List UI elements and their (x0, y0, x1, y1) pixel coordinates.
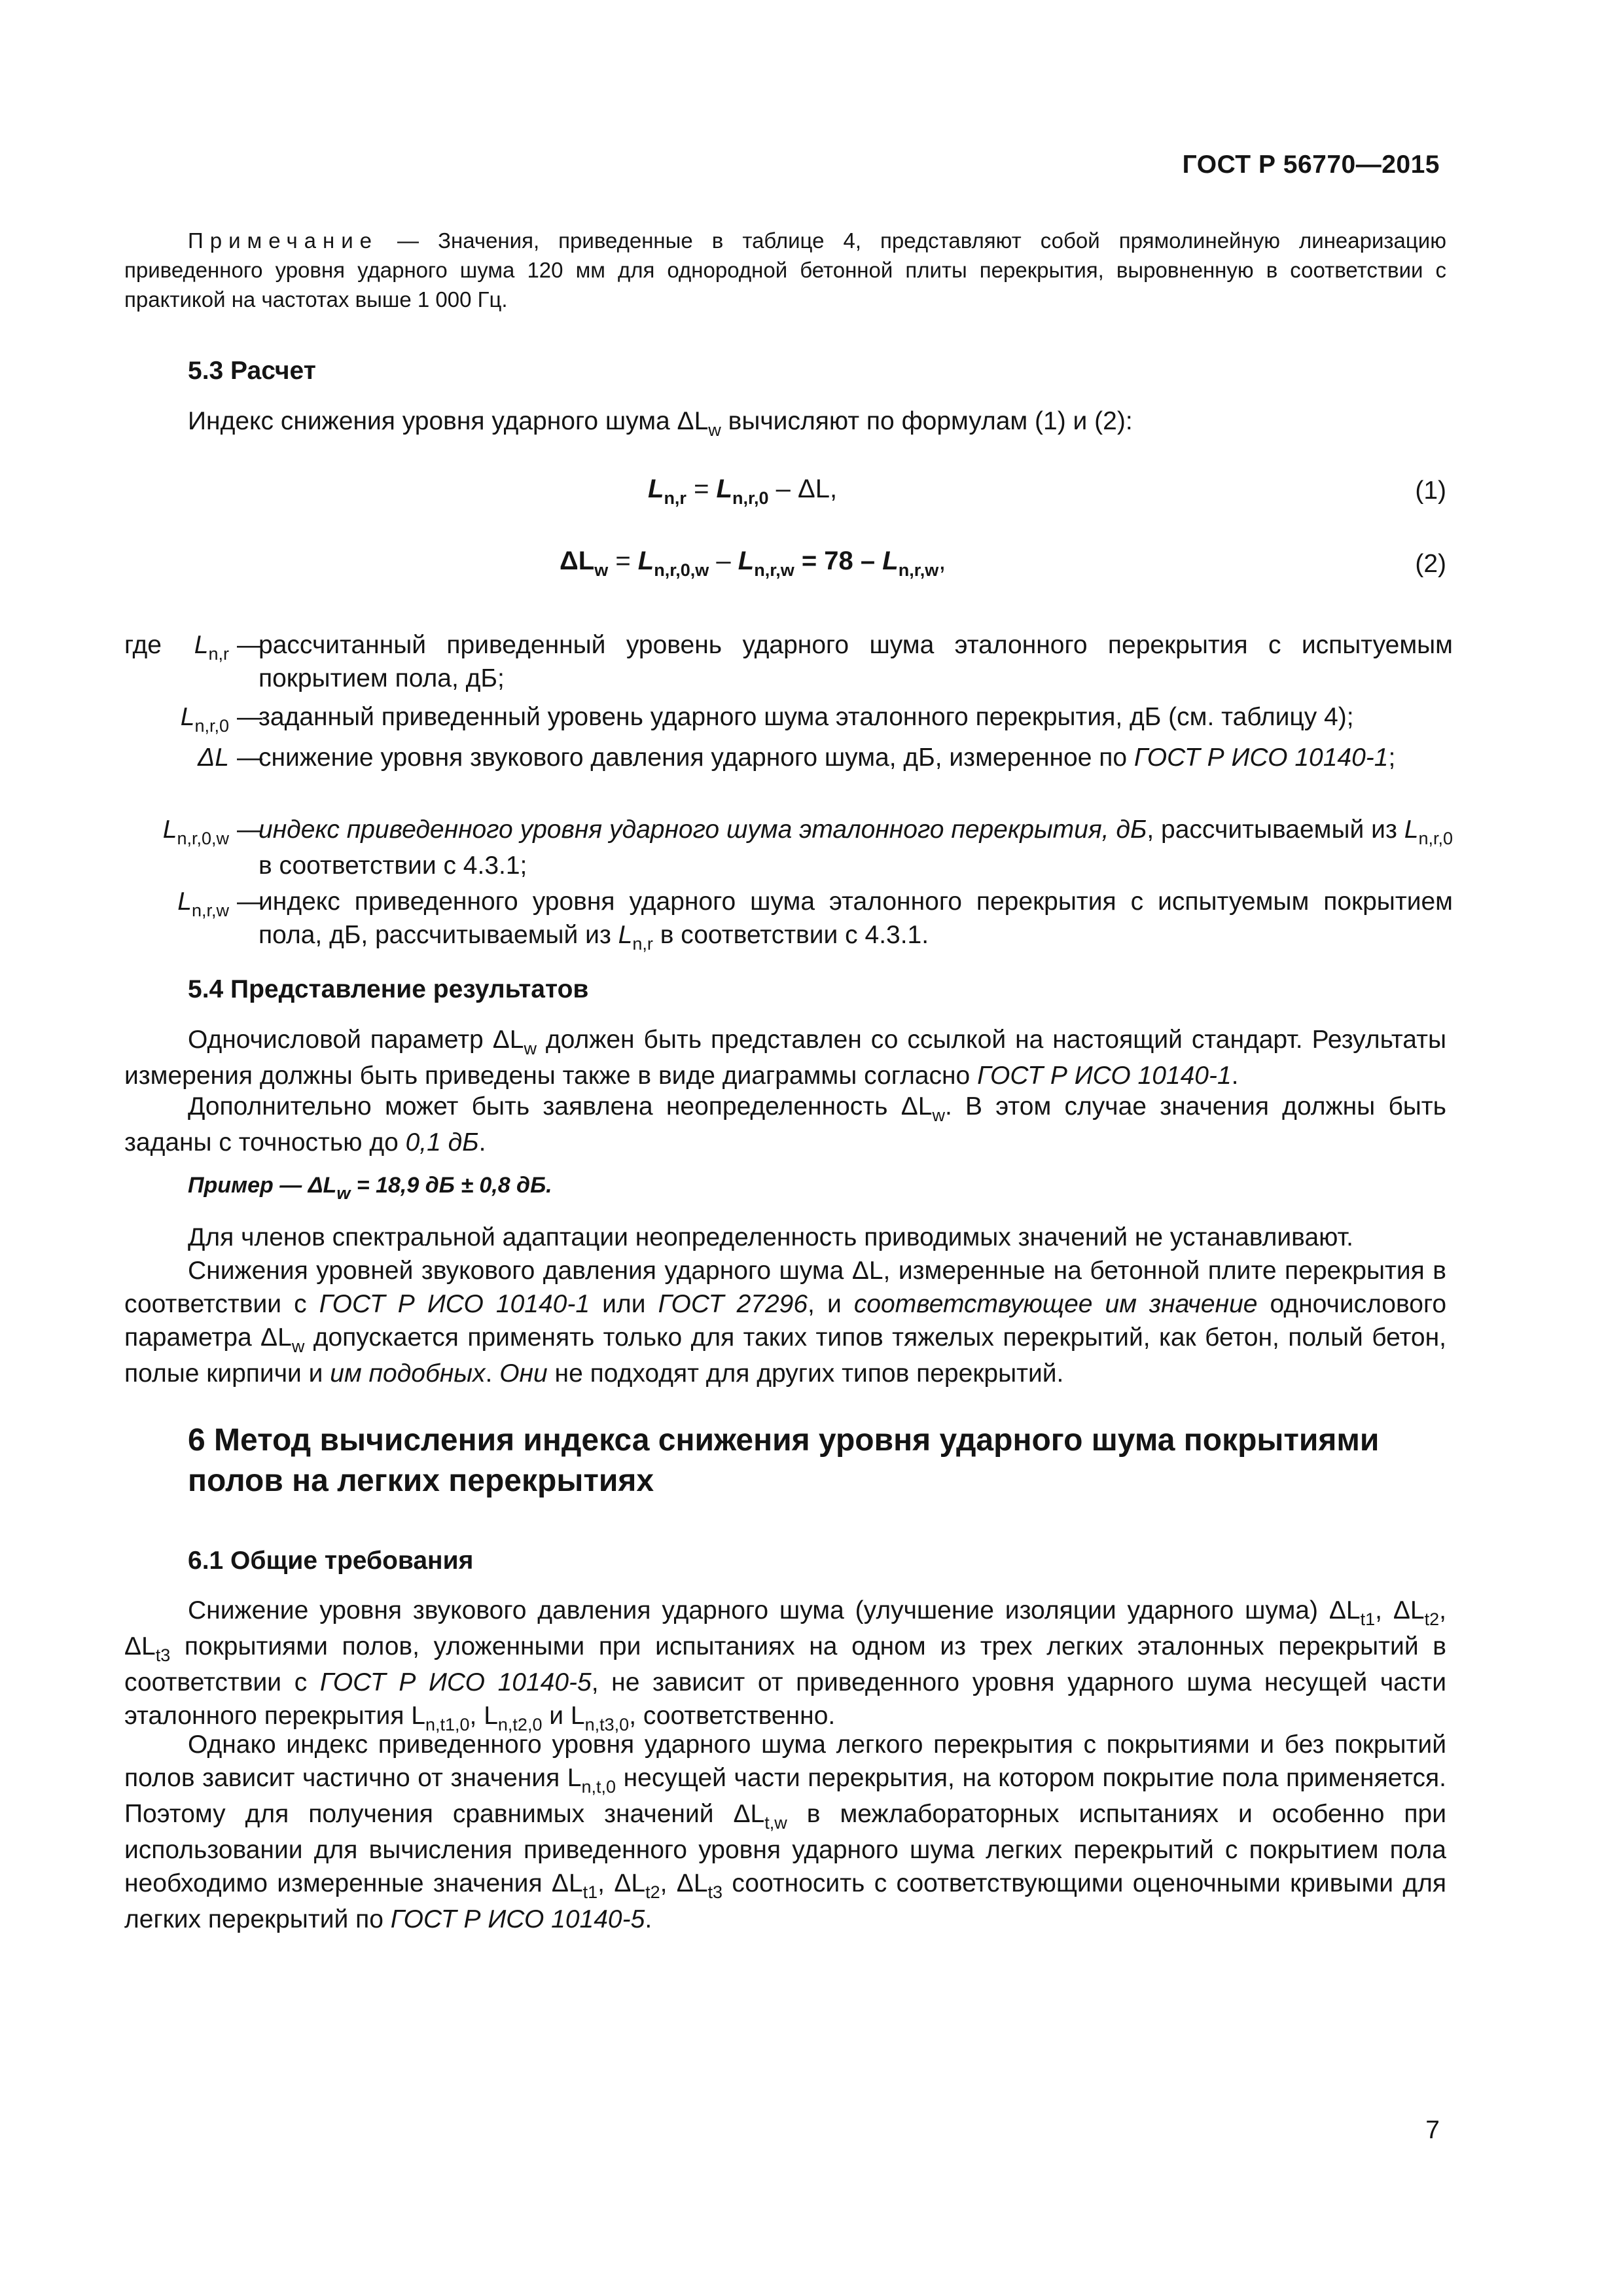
document-code: ГОСТ Р 56770—2015 (1182, 151, 1440, 179)
note-text: Значения, приведенные в таблице 4, представляют собой прямолинейную линеаризацию приведенного уровня ударного шума 120 мм для однородной бетонной плиты перекрытия, выровненную в соответствии с практикой на частотах выше 1 000 Гц. (124, 228, 1446, 312)
formula-2-number: (2) (1415, 550, 1446, 578)
section-5-4-paragraph-4: Снижения уровней звукового давления ударного шума ΔL, измеренные на бетонной плите перекрытия в соответствии с ГОСТ Р ИСО 10140-1 или ГОСТ 27296, и соответствующее им значение одночислового параметра $\Delta L_w$ допускается применять только для таких типов тяжелых перекрытий, как бетон, полый бетон, полые кирпичи и им подобных. Они не подходят для других типов перекрытий. (124, 1257, 1447, 1388)
note-dash: — (378, 228, 438, 253)
example-line: Пример — $\Delta L_w = 18,9$ дБ ± 0,8 дБ. (188, 1173, 552, 1203)
formula-2: $\Delta L_w = L_{n,r,0,w} - L_{n,r,w} = 78 - L_{n,r,w}$, (560, 547, 946, 580)
page-number: 7 (1425, 2116, 1440, 2144)
section-5-4-paragraph-2: Дополнительно может быть заявлена неопределенность $\Delta L_w$. В этом случае значения должны быть заданы с точностью до 0,1 дБ. (124, 1092, 1446, 1157)
section-6-1-paragraph-1: Снижение уровня звукового давления ударного шума (улучшение изоляции ударного шума) $\Delta L_{t1}$, $\Delta L_{t2}$, $\Delta L_{t3}$ покрытиями полов, уложенными при испытаниях на одном из трех легких эталонных перекрытий в соответствии с ГОСТ Р ИСО 10140-5, не зависит от приведенного уровня ударного шума несущей части эталонного перекрытия $L_{n,t1,0}$, $L_{n,t2,0}$ и $L_{n,t3,0}$, соответственно. (124, 1596, 1446, 1734)
formula-1-number: (1) (1415, 476, 1446, 505)
note-label: Примечание (188, 228, 379, 253)
section-6-1-title: 6.1 Общие требования (188, 1547, 474, 1575)
where-label: где (124, 631, 162, 659)
section-5-4-paragraph-3: Для членов спектральной адаптации неопределенность приводимых значений не устанавливают. (188, 1223, 1353, 1251)
section-5-4-paragraph-1: Одночисловой параметр $\Delta L_w$ должен быть представлен со ссылкой на настоящий стандарт. Результаты измерения должны быть приведены также в виде диаграммы согласно ГОСТ Р ИСО 10140-1. (124, 1026, 1446, 1090)
section-5-3-title: 5.3 Расчет (188, 357, 316, 385)
section-5-4-title: 5.4 Представление результатов (188, 975, 589, 1003)
chapter-6-title: 6 Метод вычисления индекса снижения уровня ударного шума покрытиями полов на легких перекрытиях (188, 1423, 1380, 1498)
section-6-1-paragraph-2: Однако индекс приведенного уровня ударного шума легкого перекрытия с покрытиями и без покрытий полов зависит частично от значения $L_{n,t,0}$ несущей части перекрытия, на котором покрытие пола применяется. Поэтому для получения сравнимых значений $\Delta L_{t,w}$ в межлабораторных испытаниях и особенно при использовании для вычисления приведенного уровня ударного шума легких перекрытий с покрытием пола необходимо измеренные значения $\Delta L_{t1}$, $\Delta L_{t2}$, $\Delta L_{t3}$ соотносить с соответствующими оценочными кривыми для легких перекрытий по ГОСТ Р ИСО 10140-5. (124, 1731, 1446, 1933)
formula-1: $L_{n,r} = L_{n,r,0} - \Delta L$, (648, 475, 838, 508)
table-note (124, 226, 1446, 314)
section-5-3-intro: Индекс снижения уровня ударного шума $\Delta L_w$ вычисляют по формулам (1) и (2): (188, 407, 1133, 440)
